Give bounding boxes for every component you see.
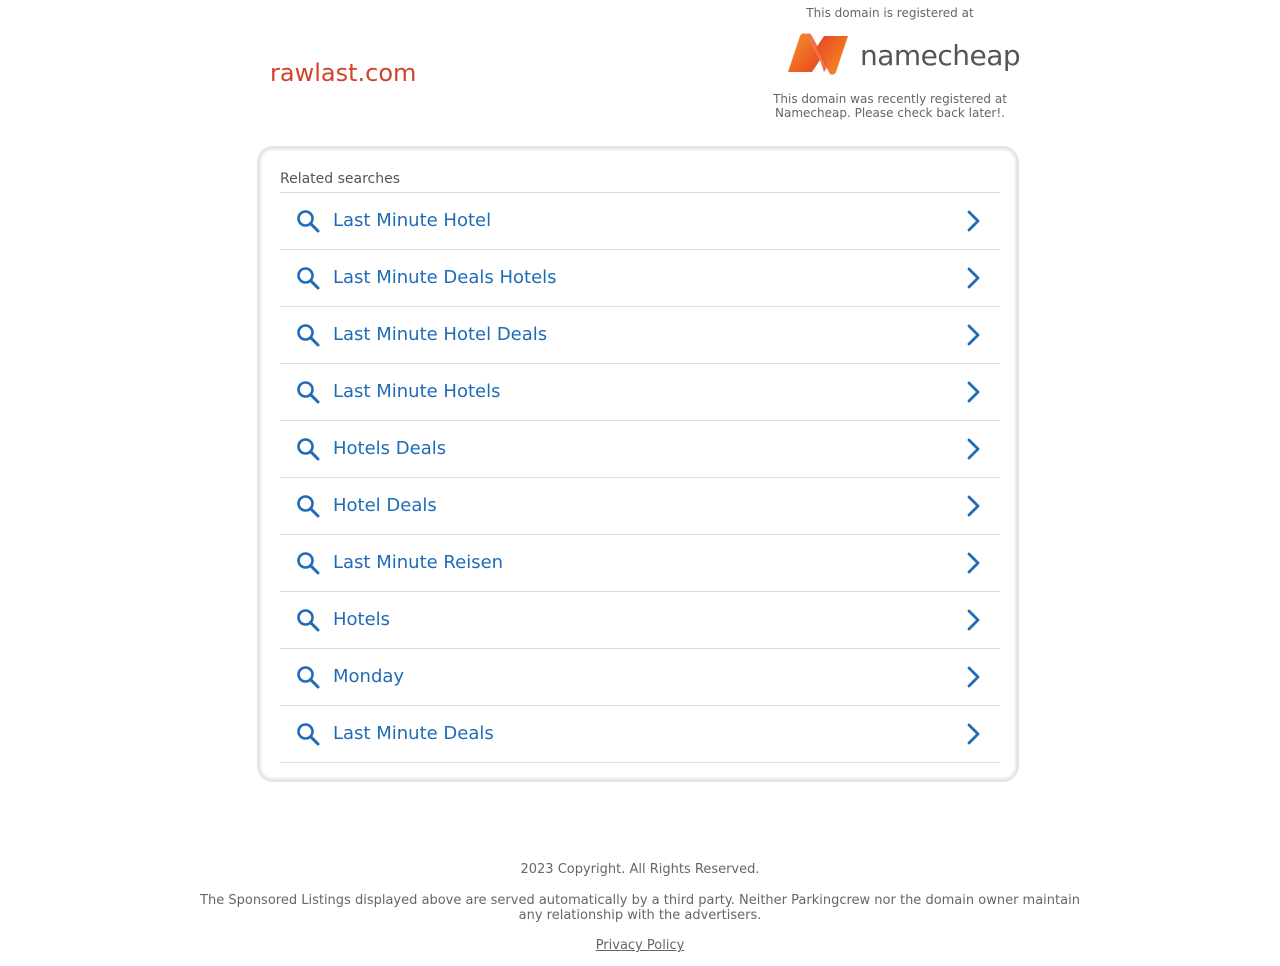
chevron-right-icon: [964, 324, 984, 346]
search-result-label: Hotel Deals: [333, 495, 437, 516]
search-icon: [296, 665, 320, 689]
search-icon: [296, 608, 320, 632]
namecheap-logo[interactable]: [780, 32, 1021, 76]
search-result-label: Last Minute Hotel Deals: [333, 324, 548, 345]
search-result-label: Last Minute Hotels: [333, 381, 501, 402]
search-result-item[interactable]: [280, 364, 1000, 421]
disclaimer-text: The Sponsored Listings displayed above are served automatically by a third party. Neither Parkingcrew nor the domain owner maintain any relationship with the advertisers.: [200, 893, 1080, 923]
search-icon: [296, 722, 320, 746]
search-icon: [296, 209, 320, 233]
search-result-item[interactable]: [280, 535, 1000, 592]
search-result-label: Last Minute Reisen: [333, 552, 504, 573]
chevron-right-icon: [964, 723, 984, 745]
search-icon: [296, 551, 320, 575]
related-searches-title: Related searches: [280, 171, 401, 187]
search-icon: [296, 494, 320, 518]
search-result-item[interactable]: [280, 706, 1000, 763]
privacy-policy: [0, 938, 1280, 954]
privacy-policy-link[interactable]: Privacy Policy: [595, 938, 685, 953]
related-searches-box: [257, 146, 1019, 782]
namecheap-wordmark: namecheap: [860, 39, 1021, 72]
search-result-label: Last Minute Deals: [333, 723, 494, 744]
chevron-right-icon: [964, 267, 984, 289]
chevron-right-icon: [964, 552, 984, 574]
registrar-bottom-text: This domain was recently registered at Namecheap. Please check back later!.: [773, 92, 1007, 120]
search-result-item[interactable]: [280, 193, 1000, 250]
search-result-label: Hotels: [333, 609, 391, 630]
search-result-item[interactable]: [280, 592, 1000, 649]
search-result-label: Last Minute Hotel: [333, 210, 492, 231]
search-icon: [296, 323, 320, 347]
search-result-label: Last Minute Deals Hotels: [333, 267, 557, 288]
search-result-item[interactable]: [280, 478, 1000, 535]
copyright-text: 2023 Copyright. All Rights Reserved.: [520, 862, 760, 877]
domain-name: rawlast.com: [270, 59, 417, 87]
search-icon: [296, 266, 320, 290]
chevron-right-icon: [964, 666, 984, 688]
search-result-item[interactable]: [280, 649, 1000, 706]
chevron-right-icon: [964, 495, 984, 517]
related-searches-list: [280, 192, 1000, 763]
chevron-right-icon: [964, 438, 984, 460]
search-icon: [296, 437, 320, 461]
search-result-label: Hotels Deals: [333, 438, 447, 459]
registrar-top-text: This domain is registered at: [806, 6, 974, 20]
chevron-right-icon: [964, 609, 984, 631]
search-result-item[interactable]: [280, 421, 1000, 478]
search-result-item[interactable]: [280, 250, 1000, 307]
chevron-right-icon: [964, 210, 984, 232]
search-result-item[interactable]: [280, 307, 1000, 364]
search-result-label: Monday: [333, 666, 405, 687]
search-icon: [296, 380, 320, 404]
chevron-right-icon: [964, 381, 984, 403]
namecheap-logo-icon: [780, 32, 856, 76]
